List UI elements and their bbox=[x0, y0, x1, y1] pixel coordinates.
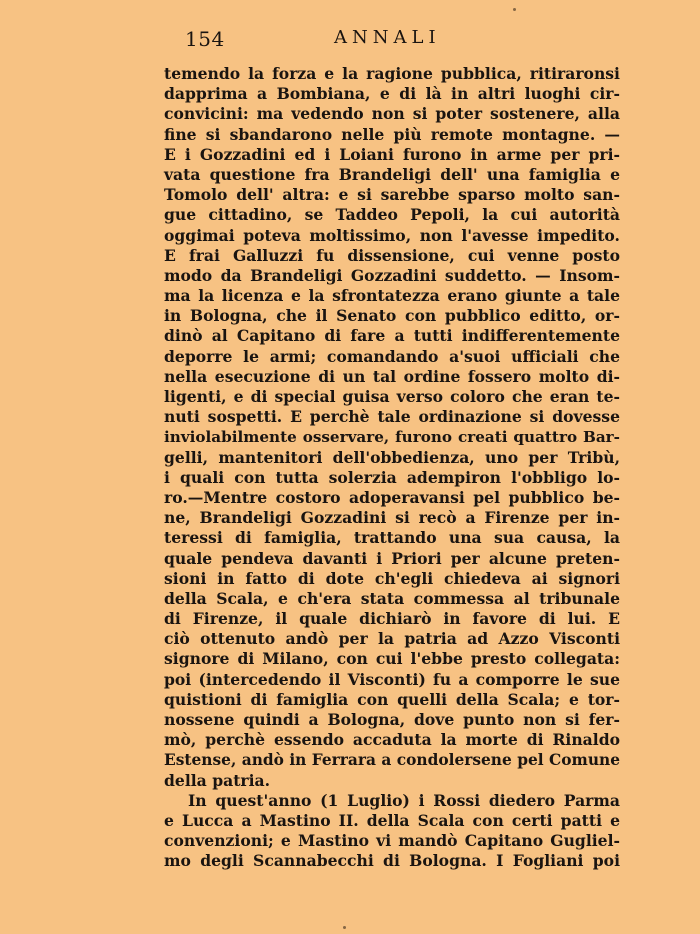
text-line: signore di Milano, con cui l'ebbe presto collegata: bbox=[164, 649, 620, 669]
text-line: E frai Galluzzi fu dissensione, cui venne posto bbox=[164, 245, 620, 265]
text-line: della Scala, e ch'era stata commessa al tribunale bbox=[164, 588, 620, 608]
text-line: mo degli Scannabecchi di Bologna. I Fogliani poi bbox=[164, 851, 620, 871]
text-line: nuti sospetti. E perchè tale ordinazione si dovesse bbox=[164, 407, 620, 427]
running-title: ANNALI bbox=[334, 27, 441, 48]
text-line: modo da Brandeligi Gozzadini suddetto. — Insom- bbox=[164, 265, 620, 285]
text-line: gelli, mantenitori dell'obbedienza, uno per Tribù, bbox=[164, 447, 620, 467]
body-text bbox=[164, 64, 620, 872]
text-line: dapprima a Bombiana, e di là in altri luoghi cir- bbox=[164, 84, 620, 104]
paper-speck bbox=[343, 926, 346, 929]
text-line: E i Gozzadini ed i Loiani furono in arme per pri- bbox=[164, 144, 620, 164]
text-line: nossene quindi a Bologna, dove punto non si fer- bbox=[164, 710, 620, 729]
text-line: ciò ottenuto andò per la patria ad Azzo Visconti bbox=[164, 629, 620, 649]
text-line: di Firenze, il quale dichiarò in favore di lui. E bbox=[164, 609, 620, 629]
text-line: nella esecuzione di un tal ordine fossero molto di- bbox=[164, 366, 620, 386]
text-line: inviolabilmente osservare, furono creati quattro Bar- bbox=[164, 428, 620, 447]
text-line: poi (intercedendo il Visconti) fu a comporre le sue bbox=[164, 669, 620, 689]
text-line: Estense, andò in Ferrara a condolersene pel Comune bbox=[164, 751, 620, 770]
text-line: dinò al Capitano di fare a tutti indifferentemente bbox=[164, 326, 620, 346]
text-line: convenzioni; e Mastino vi mandò Capitano Gugliel- bbox=[164, 831, 620, 851]
text-line: fine si sbandarono nelle più remote montagne. — bbox=[164, 124, 620, 144]
text-line: convicini: ma vedendo non si poter sostenere, alla bbox=[164, 104, 620, 124]
paper-speck bbox=[513, 8, 516, 11]
text-line: Tomolo dell' altra: e si sarebbe sparso molto san- bbox=[164, 185, 620, 205]
text-line: teressi di famiglia, trattando una sua causa, la bbox=[164, 528, 620, 548]
text-line: oggimai poteva moltissimo, non l'avesse impedito. bbox=[164, 225, 620, 245]
paragraph-end-line: della patria. bbox=[164, 770, 271, 790]
text-line: gue cittadino, se Taddeo Pepoli, la cui autorità bbox=[164, 205, 620, 225]
text-line: mò, perchè essendo accaduta la morte di Rinaldo bbox=[164, 730, 620, 750]
text-line: i quali con tutta solerzia adempiron l'obbligo lo- bbox=[164, 467, 620, 487]
text-line: e Lucca a Mastino II. della Scala con certi patti e bbox=[164, 810, 620, 830]
text-line: ma la licenza e la sfrontatezza erano giunte a tale bbox=[164, 286, 620, 306]
text-line: quistioni di famiglia con quelli della Scala; e tor- bbox=[164, 689, 620, 709]
text-line: deporre le armi; comandando a'suoi ufficiali che bbox=[164, 346, 620, 366]
text-line: ligenti, e di special guisa verso coloro che eran te- bbox=[164, 387, 620, 406]
text-line: vata questione fra Brandeligi dell' una famiglia e bbox=[164, 164, 620, 184]
text-line: temendo la forza e la ragione pubblica, ritiraronsi bbox=[164, 64, 620, 83]
text-line: in Bologna, che il Senato con pubblico editto, or- bbox=[164, 306, 620, 326]
page-number: 154 bbox=[185, 27, 225, 51]
paragraph-start-line: In quest'anno (1 Luglio) i Rossi diedero Parma bbox=[188, 790, 620, 810]
text-line: ne, Brandeligi Gozzadini si recò a Firenze per in- bbox=[164, 508, 620, 528]
text-line: quale pendeva davanti i Priori per alcune preten- bbox=[164, 548, 620, 568]
text-line: ro.—Mentre costoro adoperavansi pel pubblico be- bbox=[164, 487, 620, 507]
text-line: sioni in fatto di dote ch'egli chiedeva ai signori bbox=[164, 568, 620, 588]
